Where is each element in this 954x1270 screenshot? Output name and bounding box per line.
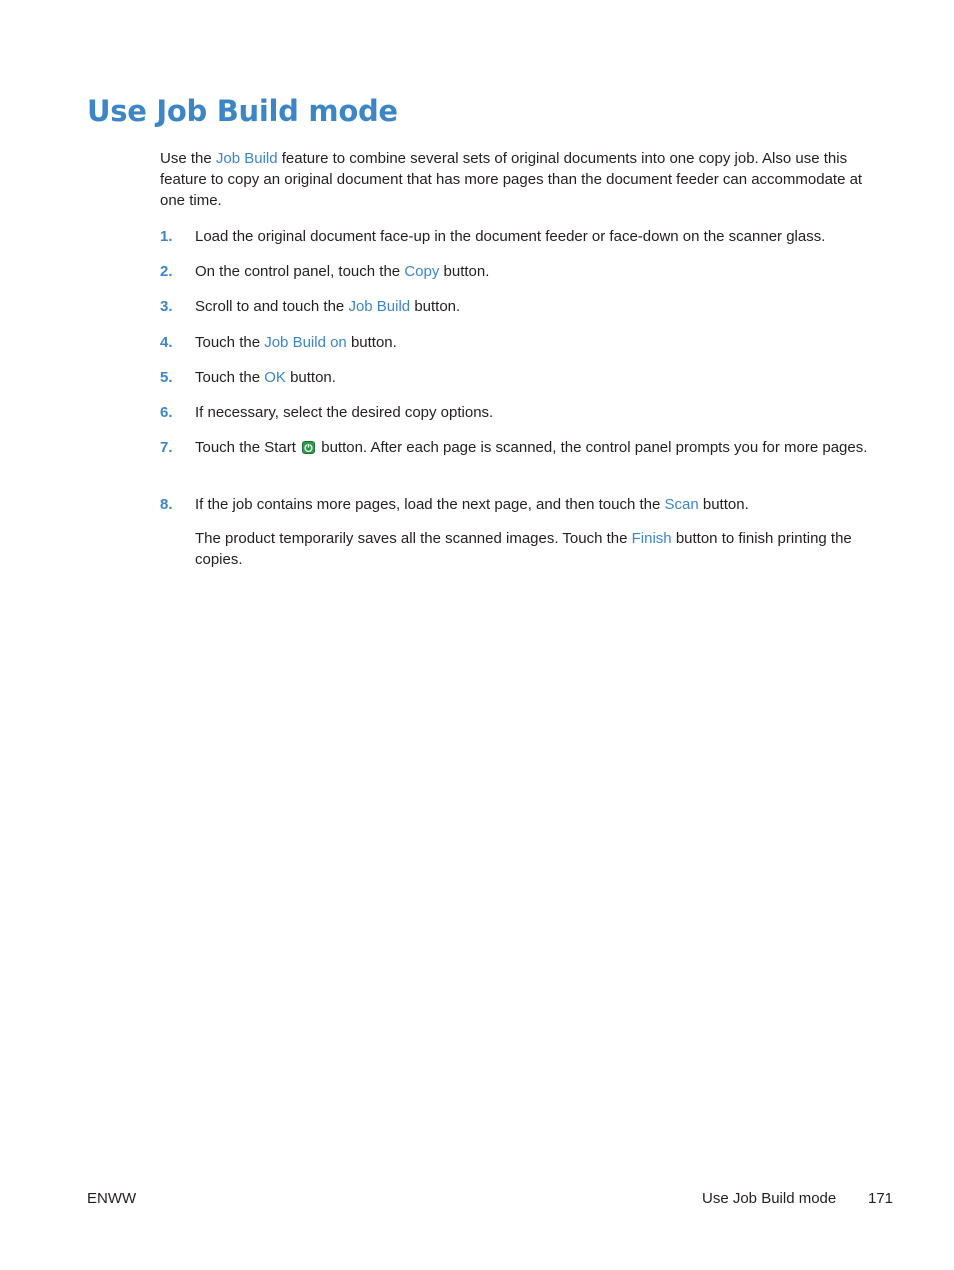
step-number: 4. bbox=[160, 334, 173, 351]
job-build-term: Job Build bbox=[215, 150, 278, 167]
note-text-after: button to finish printing the copies. bbox=[195, 530, 852, 568]
step-text-after: button. bbox=[285, 369, 336, 386]
step-number: 7. bbox=[160, 439, 173, 456]
step-number: 6. bbox=[160, 404, 173, 421]
step-text-before: If the job contains more pages, load the next page, and then touch the bbox=[195, 496, 665, 513]
step-text bbox=[195, 367, 885, 388]
ok-button-term: OK bbox=[264, 369, 286, 386]
footer-section-title: Use Job Build mode bbox=[702, 1190, 837, 1207]
intro-text-before: Use the bbox=[160, 150, 216, 167]
footer-enww: ENWW bbox=[87, 1190, 137, 1207]
copy-button-term: Copy bbox=[404, 263, 440, 280]
step-text-before: Touch the Start bbox=[195, 439, 301, 456]
step-text-before: Touch the bbox=[195, 369, 265, 386]
start-icon bbox=[302, 441, 315, 454]
step-text: Load the original document face-up in the document feeder or face-down on the scanner glass. bbox=[195, 228, 826, 245]
step-text bbox=[195, 494, 885, 515]
step-text-after: button. bbox=[346, 334, 397, 351]
step-number: 3. bbox=[160, 298, 173, 315]
step-number: 1. bbox=[160, 228, 173, 245]
step-number: 5. bbox=[160, 369, 173, 386]
note-text-before: The product temporarily saves all the scanned images. Touch the bbox=[195, 530, 632, 547]
page-title: Use Job Build mode bbox=[87, 94, 398, 128]
step-text-after: button. bbox=[698, 496, 749, 513]
step-text-before: On the control panel, touch the bbox=[195, 263, 405, 280]
job-build-on-button-term: Job Build on bbox=[264, 334, 347, 351]
intro-text-after: feature to combine several sets of original documents into one copy job. Also use this feature to copy an original document that has more pages than the document feeder can accommodate at one time. bbox=[160, 150, 863, 209]
step-text-after: button. After each page is scanned, the control panel prompts you for more pages. bbox=[317, 439, 868, 456]
step-text bbox=[195, 261, 885, 282]
step-text-before: Scroll to and touch the bbox=[195, 298, 349, 315]
step-number: 8. bbox=[160, 496, 173, 513]
step-8-note bbox=[195, 528, 885, 570]
job-build-button-term: Job Build bbox=[348, 298, 411, 315]
finish-button-term: Finish bbox=[631, 530, 672, 547]
step-text bbox=[195, 437, 885, 458]
step-text-after: button. bbox=[439, 263, 490, 280]
step-text bbox=[195, 332, 885, 353]
page-number: 171 bbox=[868, 1190, 894, 1207]
step-number: 2. bbox=[160, 263, 173, 280]
step-text-after: button. bbox=[410, 298, 461, 315]
step-text: If necessary, select the desired copy options. bbox=[195, 404, 494, 421]
step-text-before: Touch the bbox=[195, 334, 265, 351]
intro-paragraph bbox=[160, 148, 890, 211]
step-text bbox=[195, 296, 885, 317]
scan-button-term: Scan bbox=[664, 496, 699, 513]
